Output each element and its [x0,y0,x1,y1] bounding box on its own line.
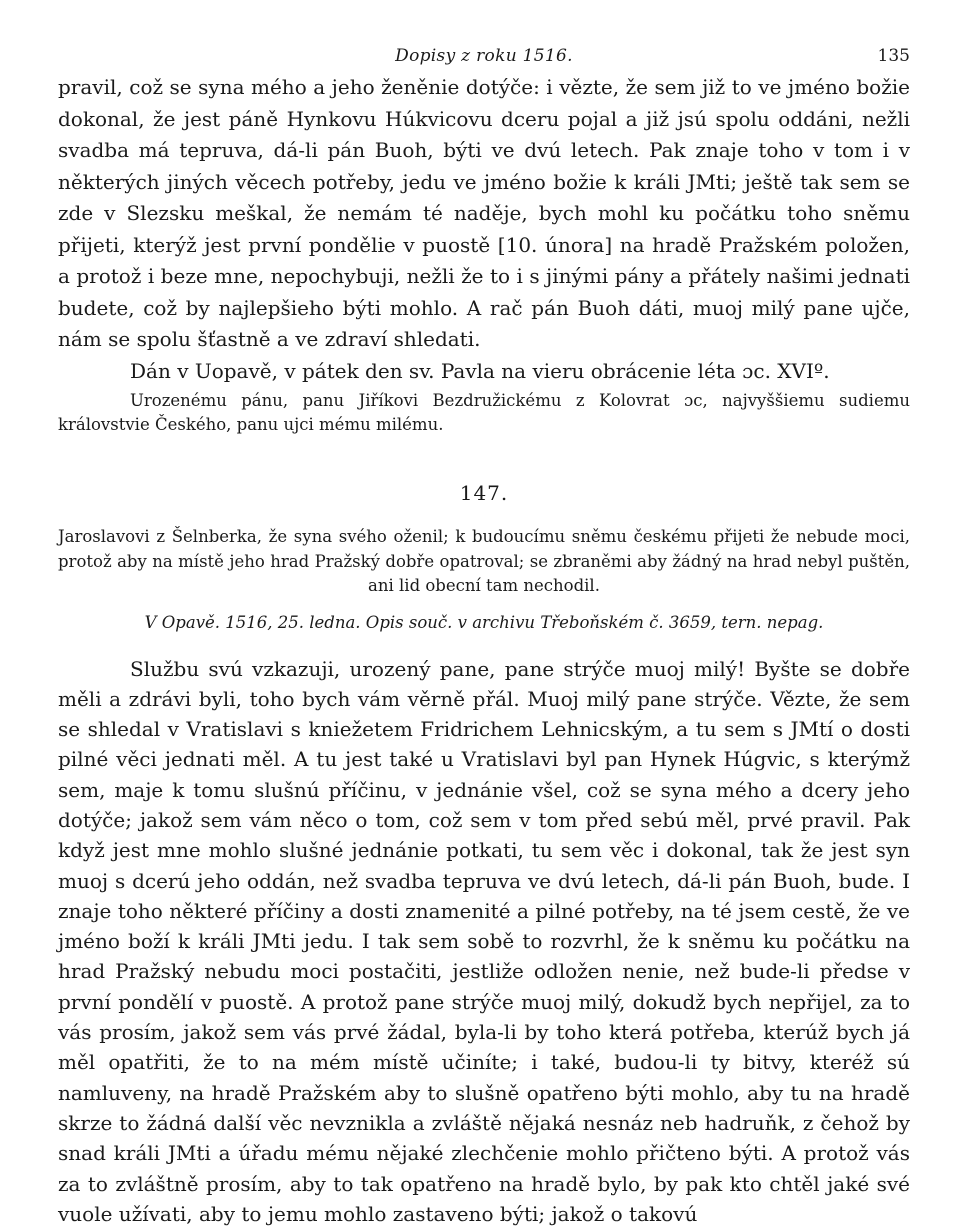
page [58,42,910,1229]
letter-summary: Jaroslavovi z Šelnberka, že syna svého oženil; k budoucímu sněmu českému přijeti že nebude moci, protož aby na místě jeho hrad Pražský dobře opatroval; se zbraněmi aby žádný na hrad nebyl puštěn, ani lid obecní tam nechodil. [58,525,910,599]
previous-letter-continuation: pravil, což se syna mého a jeho ženěnie dotýče: i vězte, že sem již to ve jméno božie dokonal, že jest páně Hynkovu Húkvicovu dceru pojal a již jsú spolu oddáni, nežli svadba má tepruva, dá-li pán Buoh, býti ve dvú letech. Pak znaje toho v tom i v některých jiných věcech potřeby, jedu ve jméno božie k králi JMti; ještě tak sem se zde v Slezsku meškal, že nemám té naděje, bych mohl ku počátku toho sněmu přijeti, kterýž jest první pondělie v puostě [10. února] na hradě Pražském položen, a protož i beze mne, nepochybuji, nežli že to i s jinými pány a přátely našimi jednati budete, což by najlepšieho býti mohlo. A rač pán Buoh dáti, muoj milý pane ujče, nám se spolu šťastně a ve zdraví shledati. [58,72,910,356]
page-header [58,42,910,72]
letter-number: 147. [58,481,910,505]
letter-source-note: V Opavě. 1516, 25. ledna. Opis souč. v archivu Třeboňském č. 3659, tern. nepag. [58,613,910,632]
previous-letter-closing: Dán v Uopavě, v pátek den sv. Pavla na vieru obrácenie léta ɔc. XVIº. [58,356,910,388]
previous-letter-address: Urozenému pánu, panu Jiříkovi Bezdružickému z Kolovrat ɔc, najvyššiemu sudiemu královstvie Českého, panu ujci mému milému. [58,389,910,437]
letter-body: Službu svú vzkazuji, urozený pane, pane strýče muoj milý! Byšte se dobře měli a zdrávi byli, toho bych vám věrně přál. Muoj milý pane strýče. Vězte, že sem se shledal v Vratislavi s kniežetem Fridrichem Lehnicským, a tu sem s JMtí o dosti pilné věci jednati měl. A tu jest také u Vratislavi byl pan Hynek Húgvic, s kterýmž sem, maje k tomu slušnú příčinu, v jednánie všel, což se syna mého a dcery jeho dotýče; jakož sem vám něco o tom, což sem v tom před sebú měl, prvé pravil. Pak když jest mne mohlo slušné jednánie potkati, tu sem věc i dokonal, tak že jest syn muoj s dcerú jeho oddán, než svadba tepruva ve dvú letech, dá-li pán Buoh, bude. I znaje toho některé příčiny a dosti znamenité a pilné potřeby, na té jsem cestě, že ve jméno boží k králi JMti jedu. I tak sem sobě to rozvrhl, že k sněmu ku počátku na hrad Pražský nebudu moci postačiti, jestliže odložen nenie, než bude-li předse v první pondělí v puostě. A protož pane strýče muoj milý, dokudž bych nepřijel, za to vás prosím, jakož sem vás prvé žádal, byla-li by toho která potřeba, kterúž bych já měl opatřiti, že to na mém místě učiníte; i také, budou-li ty bitvy, kteréž sú namluveny, na hradě Pražském aby to slušně opatřeno býti mohlo, aby tu na hradě skrze to žádná další věc nevznikla a zvláště nějaká nesnáz neb hadruňk, z čehož by snad králi JMti a úřadu mému nějaké zlechčenie mohlo přičteno býti. A protož vás za to zvláštně prosím, aby to tak opatřeno na hradě bylo, by pak kto chtěl jaké své vuole užívati, aby to jemu mohlo zastaveno býti; jakož o takovú [58,654,910,1229]
running-head: Dopisy z roku 1516. [58,46,910,66]
page-number: 135 [878,46,910,66]
